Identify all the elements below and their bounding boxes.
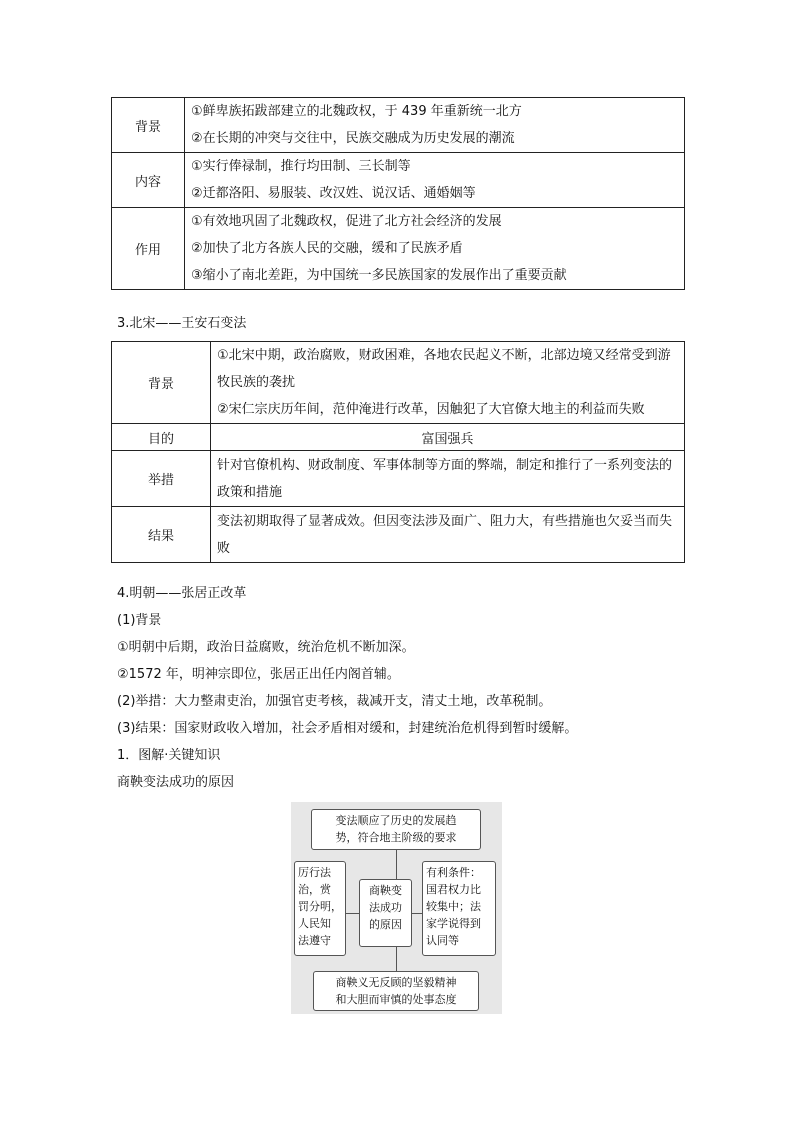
cell-line: ②迁都洛阳、易服装、改汉姓、说汉话、通婚姻等 <box>191 186 476 201</box>
cell-text: 变法初期取得了显著成效。但因变法涉及面广、阻力大，有些措施也欠妥当而失败 <box>217 513 673 556</box>
connector <box>412 913 422 914</box>
shang-yang-reform-diagram <box>291 802 502 1014</box>
box-line: 国君权力比 <box>426 883 481 896</box>
box-line: 厉行法 <box>298 866 331 879</box>
northern-wei-reform-table <box>111 97 685 290</box>
right-box <box>422 861 496 956</box>
cell-text: ②宋仁宗庆历年间，范仲淹进行改革，因触犯了大官僚大地主的利益而失败 <box>217 402 645 417</box>
box-line: 势，符合地主阶级的要求 <box>335 831 457 844</box>
box-line: 商鞅变 <box>369 884 402 897</box>
box-line: 罚分明， <box>298 900 342 913</box>
box-line: 变法顺应了历史的发展趋 <box>335 814 457 827</box>
cell-line: ①鲜卑族拓跋部建立的北魏政权，于 439 年重新统一北方 <box>191 104 522 119</box>
table-row-label: 作用 <box>112 208 185 290</box>
table-row-label: 内容 <box>112 153 185 208</box>
table-row-label: 目的 <box>112 424 211 451</box>
table-row-label: 背景 <box>112 342 211 424</box>
table-cell: 富国强兵 <box>211 424 685 451</box>
cell-text: 针对官僚机构、财政制度、军事体制等方面的弊端，制定和推行了一系列变法的政策和措施 <box>217 457 673 500</box>
cell-line: ①实行俸禄制，推行均田制、三长制等 <box>191 159 411 174</box>
cell-line: ②在长期的冲突与交往中，民族交融成为历史发展的潮流 <box>191 131 515 146</box>
box-line: 治，赏 <box>298 883 331 896</box>
section-3-title: 3.北宋——王安石变法 <box>117 316 247 331</box>
background-heading: (1)背景 <box>117 613 162 628</box>
knowledge-heading: 1．图解·关键知识 <box>117 748 221 763</box>
section-4-title: 4.明朝——张居正改革 <box>117 586 247 601</box>
table-row-label: 举措 <box>112 451 211 507</box>
wang-anshi-reform-table <box>111 341 685 563</box>
box-line: 有利条件： <box>426 866 481 879</box>
box-line: 较集中；法 <box>426 900 481 913</box>
cell-line: ①有效地巩固了北魏政权，促进了北方社会经济的发展 <box>191 214 502 229</box>
box-line: 商鞅义无反顾的坚毅精神 <box>335 976 457 989</box>
box-line: 法遵守 <box>298 934 331 947</box>
connector <box>396 947 397 971</box>
connector <box>396 850 397 879</box>
top-box <box>311 809 481 850</box>
background-item-2: ②1572 年，明神宗即位，张居正出任内阁首辅。 <box>117 667 400 682</box>
connector <box>346 913 359 914</box>
table-cell <box>185 208 685 290</box>
cell-line: ②加快了北方各族人民的交融，缓和了民族矛盾 <box>191 241 463 256</box>
diagram-caption: 商鞅变法成功的原因 <box>117 775 235 790</box>
cell-line: ③缩小了南北差距，为中国统一多民族国家的发展作出了重要贡献 <box>191 268 567 283</box>
box-line: 和大胆而审慎的处事态度 <box>335 993 457 1006</box>
table-cell <box>211 342 685 424</box>
center-box <box>359 879 412 947</box>
result-text: (3)结果：国家财政收入增加，社会矛盾相对缓和，封建统治危机得到暂时缓解。 <box>117 721 578 736</box>
table-cell <box>185 98 685 153</box>
measures-text: (2)举措：大力整肃吏治，加强官吏考核，裁减开支，清丈土地，改革税制。 <box>117 694 552 709</box>
box-line: 人民知 <box>298 917 331 930</box>
left-box <box>294 861 346 956</box>
box-line: 认同等 <box>426 934 459 947</box>
table-row-label: 结果 <box>112 507 211 563</box>
table-cell <box>211 507 685 563</box>
table-cell <box>211 451 685 507</box>
bottom-box <box>313 971 479 1011</box>
table-cell <box>185 153 685 208</box>
box-line: 的原因 <box>369 918 402 931</box>
cell-text: ①北宋中期，政治腐败，财政困难，各地农民起义不断，北部边境又经常受到游牧民族的袭扰 <box>217 348 671 390</box>
box-line: 家学说得到 <box>426 917 481 930</box>
box-line: 法成功 <box>369 901 402 914</box>
table-row-label: 背景 <box>112 98 185 153</box>
background-item-1: ①明朝中后期，政治日益腐败，统治危机不断加深。 <box>117 640 415 655</box>
